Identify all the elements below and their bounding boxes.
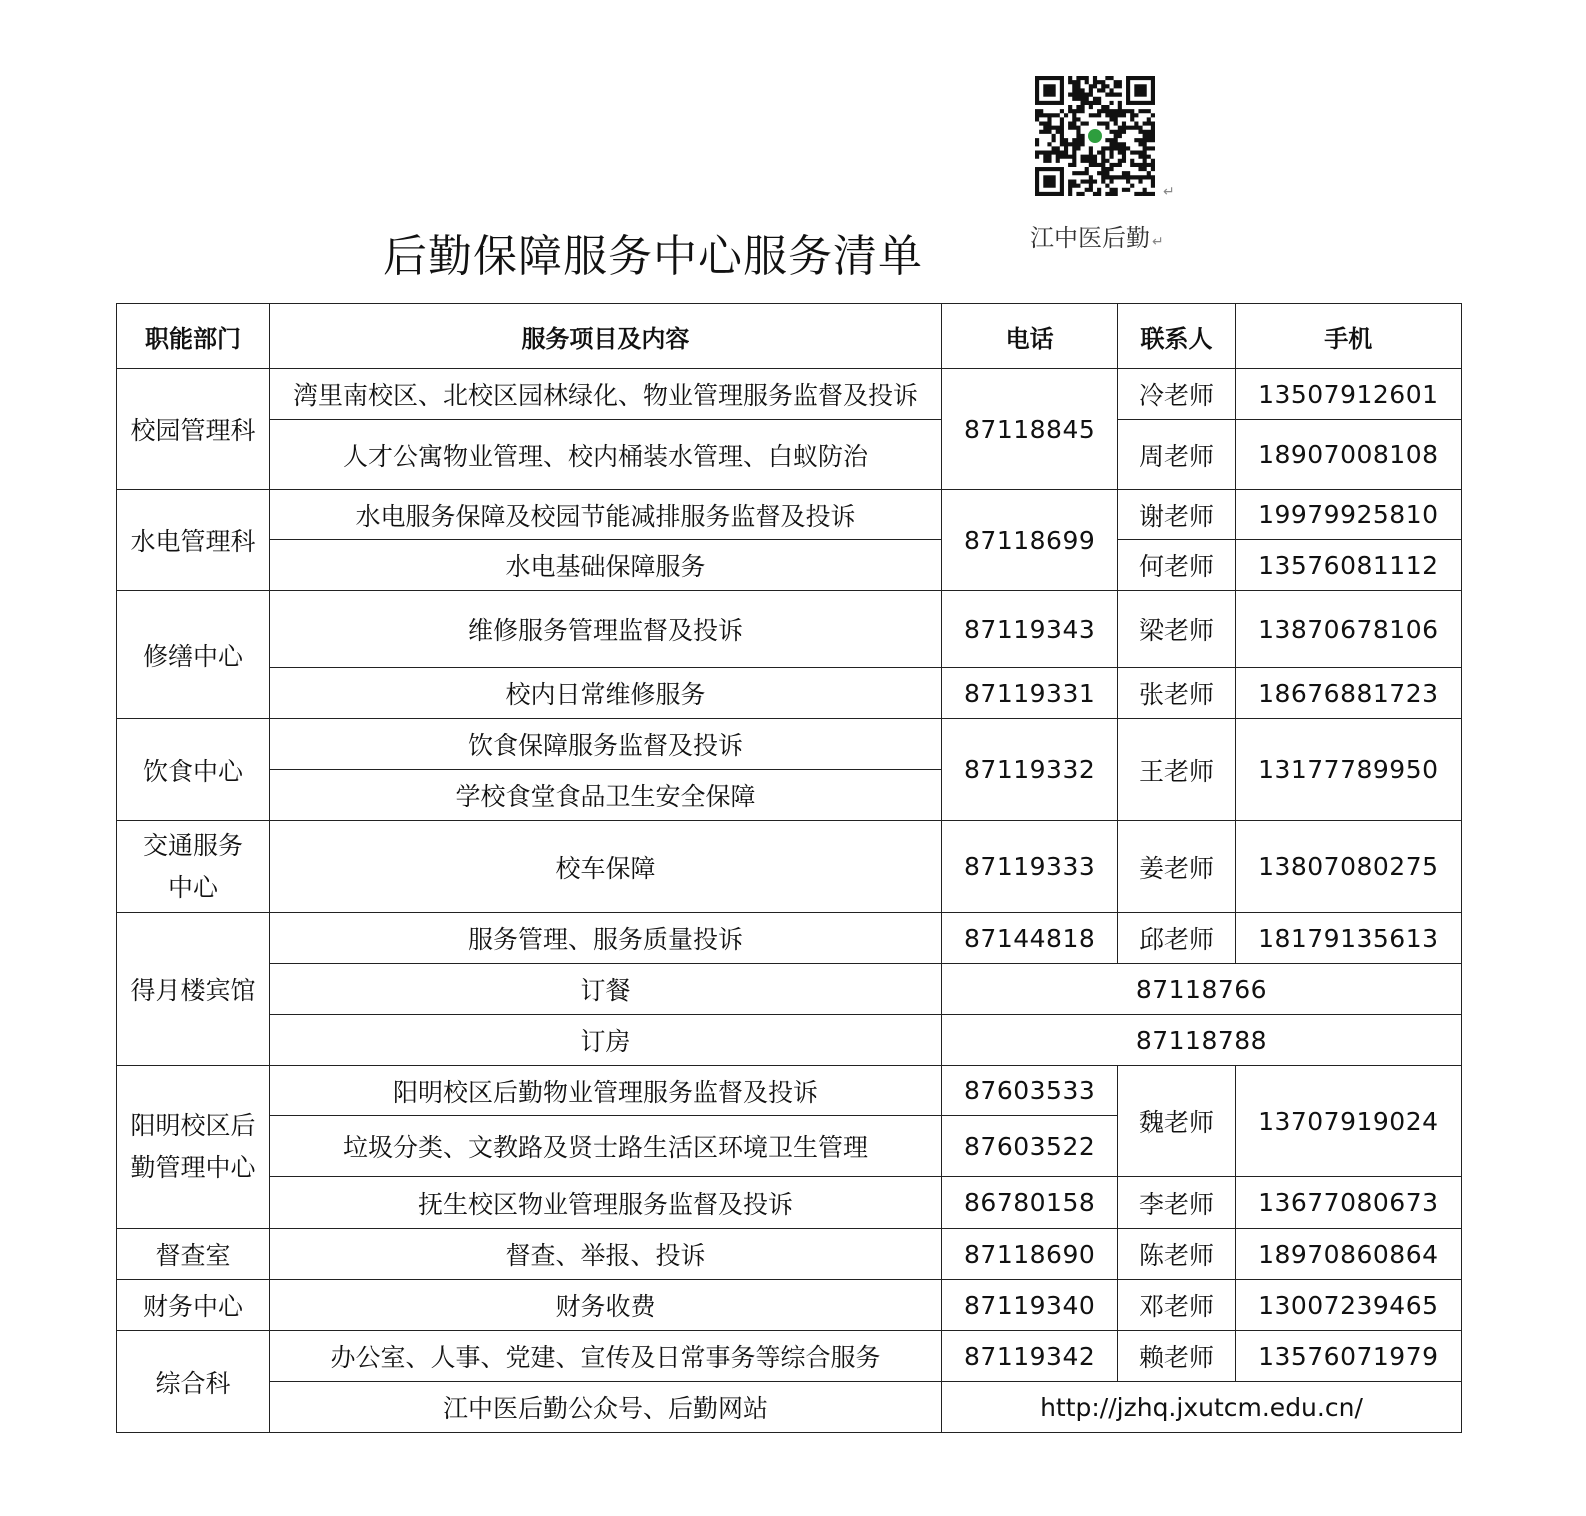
qr-code-icon bbox=[1035, 76, 1155, 196]
phone-cell: 87144818 bbox=[941, 913, 1117, 964]
contact-cell: 王老师 bbox=[1118, 719, 1235, 821]
service-cell: 学校食堂食品卫生安全保障 bbox=[269, 770, 941, 821]
service-cell: 水电服务保障及校园节能减排服务监督及投诉 bbox=[269, 490, 941, 540]
dept-cell bbox=[117, 1066, 270, 1229]
table-row bbox=[117, 668, 1462, 719]
dept-line: 勤管理中心 bbox=[130, 1153, 256, 1182]
service-cell: 财务收费 bbox=[269, 1280, 941, 1331]
page-title: 后勤保障服务中心服务清单 bbox=[383, 231, 923, 282]
service-cell: 垃圾分类、文教路及贤士路生活区环境卫生管理 bbox=[269, 1116, 941, 1177]
table-row bbox=[117, 420, 1462, 490]
website-link[interactable]: http://jzhq.jxutcm.edu.cn/ bbox=[941, 1382, 1461, 1433]
mobile-cell: 13177789950 bbox=[1235, 719, 1461, 821]
mobile-cell: 13576081112 bbox=[1235, 540, 1461, 591]
phone-cell: 87603533 bbox=[941, 1066, 1117, 1116]
mobile-cell: 18676881723 bbox=[1235, 668, 1461, 719]
mobile-cell: 19979925810 bbox=[1235, 490, 1461, 540]
return-mark-icon: ↵ bbox=[1152, 234, 1164, 250]
contact-cell: 梁老师 bbox=[1118, 591, 1235, 668]
contact-cell: 谢老师 bbox=[1118, 490, 1235, 540]
contact-cell: 何老师 bbox=[1118, 540, 1235, 591]
header-service: 服务项目及内容 bbox=[269, 304, 941, 369]
dept-cell: 得月楼宾馆 bbox=[117, 913, 270, 1066]
mobile-cell: 13870678106 bbox=[1235, 591, 1461, 668]
table-row bbox=[117, 1066, 1462, 1116]
phone-cell: 87118699 bbox=[941, 490, 1117, 591]
service-cell: 督查、举报、投诉 bbox=[269, 1229, 941, 1280]
contact-cell: 张老师 bbox=[1118, 668, 1235, 719]
service-cell: 水电基础保障服务 bbox=[269, 540, 941, 591]
header-dept: 职能部门 bbox=[117, 304, 270, 369]
service-cell: 人才公寓物业管理、校内桶装水管理、白蚁防治 bbox=[269, 420, 941, 490]
mobile-cell: 13576071979 bbox=[1235, 1331, 1461, 1382]
contact-cell: 陈老师 bbox=[1118, 1229, 1235, 1280]
mobile-cell: 13507912601 bbox=[1235, 369, 1461, 420]
phone-cell: 87118766 bbox=[941, 964, 1461, 1015]
contact-cell: 姜老师 bbox=[1118, 821, 1235, 913]
dept-cell: 财务中心 bbox=[117, 1280, 270, 1331]
contact-cell: 邓老师 bbox=[1118, 1280, 1235, 1331]
phone-cell: 87118845 bbox=[941, 369, 1117, 490]
dept-line: 交通服务 bbox=[142, 830, 243, 860]
phone-cell: 87119332 bbox=[941, 719, 1117, 821]
contact-cell: 邱老师 bbox=[1118, 913, 1235, 964]
dept-cell: 水电管理科 bbox=[117, 490, 270, 591]
phone-cell: 87118690 bbox=[941, 1229, 1117, 1280]
mobile-cell: 18179135613 bbox=[1235, 913, 1461, 964]
table-row bbox=[117, 540, 1462, 591]
table-row bbox=[117, 591, 1462, 668]
phone-cell: 87119343 bbox=[941, 591, 1117, 668]
mobile-cell: 18907008108 bbox=[1235, 420, 1461, 490]
dept-cell: 综合科 bbox=[117, 1331, 270, 1433]
header-contact: 联系人 bbox=[1118, 304, 1235, 369]
dept-cell: 饮食中心 bbox=[117, 719, 270, 821]
phone-cell: 87118788 bbox=[941, 1015, 1461, 1066]
contact-cell: 赖老师 bbox=[1118, 1331, 1235, 1382]
phone-cell: 87119331 bbox=[941, 668, 1117, 719]
mobile-cell: 13807080275 bbox=[1235, 821, 1461, 913]
qr-caption-text: 江中医后勤 bbox=[1030, 224, 1150, 252]
phone-cell: 86780158 bbox=[941, 1177, 1117, 1229]
phone-cell: 87119342 bbox=[941, 1331, 1117, 1382]
dept-cell: 督查室 bbox=[117, 1229, 270, 1280]
service-cell: 服务管理、服务质量投诉 bbox=[269, 913, 941, 964]
service-cell: 饮食保障服务监督及投诉 bbox=[269, 719, 941, 770]
mobile-cell: 13007239465 bbox=[1235, 1280, 1461, 1331]
service-cell: 办公室、人事、党建、宣传及日常事务等综合服务 bbox=[269, 1331, 941, 1382]
service-cell: 校车保障 bbox=[269, 821, 941, 913]
service-table bbox=[116, 303, 1462, 1433]
service-cell: 湾里南校区、北校区园林绿化、物业管理服务监督及投诉 bbox=[269, 369, 941, 420]
phone-cell: 87603522 bbox=[941, 1116, 1117, 1177]
table-row bbox=[117, 1177, 1462, 1229]
service-cell: 校内日常维修服务 bbox=[269, 668, 941, 719]
table-row bbox=[117, 1382, 1462, 1433]
mobile-cell: 18970860864 bbox=[1235, 1229, 1461, 1280]
contact-cell: 周老师 bbox=[1118, 420, 1235, 490]
service-cell: 订房 bbox=[269, 1015, 941, 1066]
table-row bbox=[117, 369, 1462, 420]
service-cell: 江中医后勤公众号、后勤网站 bbox=[269, 1382, 941, 1433]
table-row bbox=[117, 821, 1462, 913]
table-row bbox=[117, 1229, 1462, 1280]
table-row bbox=[117, 913, 1462, 964]
table-row bbox=[117, 1015, 1462, 1066]
contact-cell: 魏老师 bbox=[1118, 1066, 1235, 1177]
mobile-cell: 13707919024 bbox=[1235, 1066, 1461, 1177]
service-cell: 订餐 bbox=[269, 964, 941, 1015]
dept-cell: 校园管理科 bbox=[117, 369, 270, 490]
dept-cell: 修缮中心 bbox=[117, 591, 270, 719]
qr-caption bbox=[1030, 218, 1164, 253]
header-phone: 电话 bbox=[941, 304, 1117, 369]
service-cell: 阳明校区后勤物业管理服务监督及投诉 bbox=[269, 1066, 941, 1116]
phone-cell: 87119333 bbox=[941, 821, 1117, 913]
header-row bbox=[117, 304, 1462, 369]
table-row bbox=[117, 490, 1462, 540]
dept-line: 阳明校区后 bbox=[130, 1111, 256, 1140]
phone-cell: 87119340 bbox=[941, 1280, 1117, 1331]
contact-cell: 冷老师 bbox=[1118, 369, 1235, 420]
dept-line: 中心 bbox=[167, 872, 218, 902]
contact-cell: 李老师 bbox=[1118, 1177, 1235, 1229]
table-row bbox=[117, 1280, 1462, 1331]
table-row bbox=[117, 719, 1462, 770]
table-row bbox=[117, 1331, 1462, 1382]
return-mark-icon: ↵ bbox=[1163, 184, 1175, 200]
dept-cell bbox=[117, 821, 270, 913]
mobile-cell: 13677080673 bbox=[1235, 1177, 1461, 1229]
qr-code[interactable] bbox=[1035, 76, 1155, 196]
service-cell: 抚生校区物业管理服务监督及投诉 bbox=[269, 1177, 941, 1229]
header-mobile: 手机 bbox=[1235, 304, 1461, 369]
service-cell: 维修服务管理监督及投诉 bbox=[269, 591, 941, 668]
table-row bbox=[117, 964, 1462, 1015]
